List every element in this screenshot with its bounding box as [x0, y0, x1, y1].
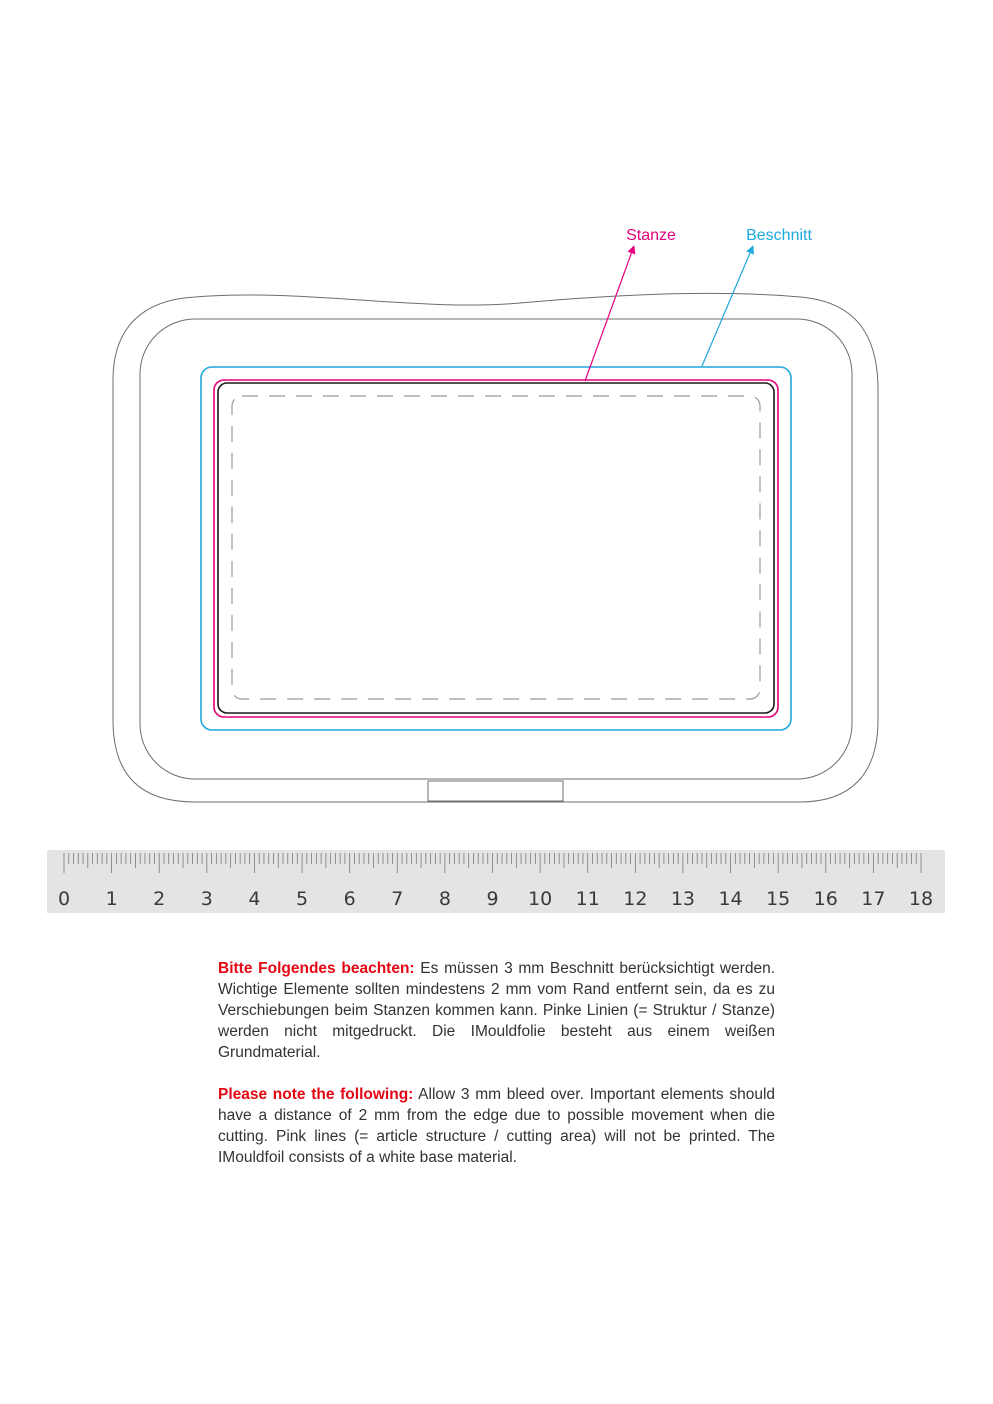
ruler	[47, 850, 945, 913]
ruler-number: 2	[153, 888, 166, 910]
ruler-number: 18	[908, 888, 934, 910]
ruler-number: 7	[391, 888, 404, 910]
ruler-number: 0	[57, 888, 71, 910]
ruler-number: 13	[670, 888, 696, 910]
note-english-lead: Please note the following:	[218, 1086, 414, 1103]
bottom-tab	[428, 781, 563, 801]
note-english-body: Allow 3 mm bleed over. Important elements should have a distance of 2 mm from the edge due to possible movement when die cutting. Pink lines (= article structure / cutting area) will not be printed. The IMouldfoil consists of a white base material.	[218, 1086, 776, 1166]
trim-line	[218, 383, 774, 713]
bleed-line	[201, 367, 791, 730]
ruler-number: 16	[813, 888, 838, 910]
ruler-number: 6	[343, 888, 356, 910]
note-german-body: Es müssen 3 mm Beschnitt berücksichtigt werden. Wichtige Elemente sollten mindestens 2 mm vom Rand entfernt sein, da es zu Verschiebungen beim Stanzen kommen kann. Pinke Linien (= Struktur / Stanze) werden nicht mitgedruckt. Die IMouldfolie besteht aus einem weißen Grundmaterial.	[218, 960, 775, 1061]
stanze-label: Stanze	[626, 227, 676, 244]
note-german	[218, 958, 775, 1063]
ruler-number: 11	[575, 888, 600, 910]
stanze-callout-arrow	[585, 246, 634, 381]
ruler-number: 15	[766, 888, 791, 910]
ruler-number: 12	[623, 888, 648, 910]
article-inner-outline	[140, 319, 852, 779]
note-german-lead: Bitte Folgendes beachten:	[218, 960, 415, 977]
ruler-number: 10	[528, 888, 553, 910]
ruler-number: 3	[200, 888, 213, 910]
ruler-number: 9	[486, 888, 499, 910]
beschnitt-callout-arrow	[702, 246, 753, 366]
ruler-number: 17	[861, 888, 886, 910]
ruler-number: 1	[105, 888, 118, 910]
ruler-number: 5	[296, 888, 309, 910]
beschnitt-label: Beschnitt	[746, 227, 812, 244]
note-english	[218, 1084, 775, 1168]
die-cut-line	[214, 380, 778, 717]
ruler-number: 14	[718, 888, 743, 910]
ruler-number: 4	[248, 888, 261, 910]
ruler-number: 8	[438, 888, 451, 910]
safe-zone-line	[232, 396, 760, 699]
article-outer-outline	[113, 293, 878, 802]
